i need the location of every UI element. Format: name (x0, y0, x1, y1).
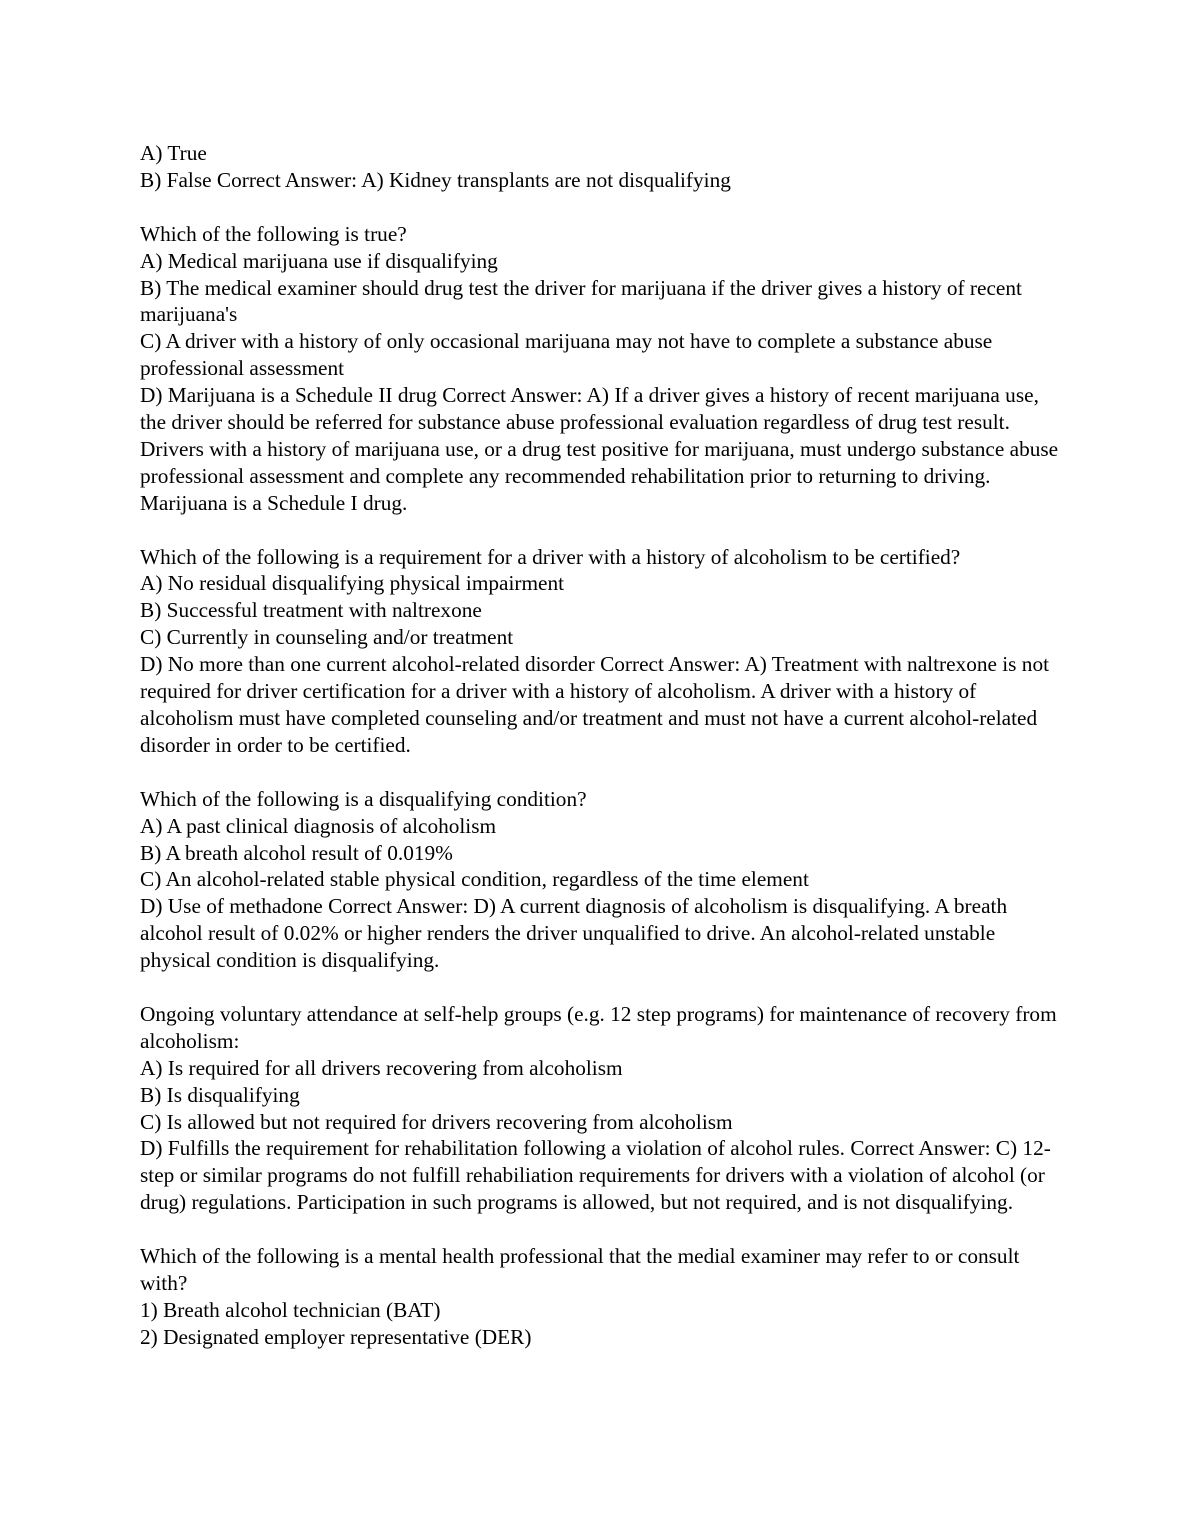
answer-option: C) Is allowed but not required for drivers recovering from alcoholism (140, 1109, 733, 1134)
answer-option: B) A breath alcohol result of 0.019% (140, 840, 453, 865)
question-block (140, 786, 1060, 974)
answer-option: D) Marijuana is a Schedule II drug Correct Answer: A) If a driver gives a history of recent marijuana use, the driver should be referred for substance abuse professional evaluation regardless of drug test result. Drivers with a history of marijuana use, or a drug test positive for marijuana, must undergo substance abuse professional assessment and complete any recommended rehabilitation prior to returning to driving. Marijuana is a Schedule I drug. (140, 383, 1059, 515)
question-text: Ongoing voluntary attendance at self-help groups (e.g. 12 step programs) for maintenance of recovery from alcoholism: (140, 1001, 1057, 1053)
question-block (140, 140, 1060, 194)
answer-option: A) Is required for all drivers recovering from alcoholism (140, 1055, 623, 1080)
answer-option: A) Medical marijuana use if disqualifying (140, 248, 498, 273)
answer-option: B) False Correct Answer: A) Kidney transplants are not disqualifying (140, 167, 731, 192)
answer-option: D) Use of methadone Correct Answer: D) A current diagnosis of alcoholism is disqualifying. A breath alcohol result of 0.02% or higher renders the driver unqualified to drive. An alcohol-related unstable physical condition is disqualifying. (140, 894, 1008, 973)
question-block (140, 221, 1060, 517)
question-text: Which of the following is a disqualifying condition? (140, 786, 587, 811)
answer-option: C) An alcohol-related stable physical condition, regardless of the time element (140, 867, 809, 892)
answer-option: D) Fulfills the requirement for rehabilitation following a violation of alcohol rules. Correct Answer: C) 12-step or similar programs do not fulfill rehabiliation requirements for drivers with a violation of alcohol (or drug) regulations. Participation in such programs is allowed, but not required, and is not disqualifying. (140, 1136, 1051, 1215)
answer-option: A) A past clinical diagnosis of alcoholism (140, 813, 497, 838)
answer-option: C) A driver with a history of only occasional marijuana may not have to complete a substance abuse professional assessment (140, 329, 993, 381)
question-block (140, 544, 1060, 759)
answer-option: A) True (140, 141, 207, 165)
answer-option: C) Currently in counseling and/or treatment (140, 625, 514, 650)
document-page (140, 140, 1060, 1378)
question-text: Which of the following is a requirement for a driver with a history of alcoholism to be certified? (140, 544, 961, 569)
answer-option: B) Is disqualifying (140, 1082, 300, 1107)
answer-option: B) Successful treatment with naltrexone (140, 598, 482, 623)
answer-option: A) No residual disqualifying physical impairment (140, 571, 565, 596)
question-text: Which of the following is a mental health professional that the medial examiner may refer to or consult with? (140, 1244, 1020, 1295)
answer-option: 1) Breath alcohol technician (BAT) (140, 1297, 441, 1322)
question-text: Which of the following is true? (140, 221, 407, 246)
answer-option: D) No more than one current alcohol-related disorder Correct Answer: A) Treatment with naltrexone is not required for driver certification for a driver with a history of alcoholism. A driver with a history of alcoholism must have completed counseling and/or treatment and must not have a current alcohol-related disorder in order to be certified. (140, 652, 1050, 757)
answer-option: 2) Designated employer representative (DER) (140, 1324, 532, 1349)
answer-option: B) The medical examiner should drug test the driver for marijuana if the driver gives a history of recent marijuana's (140, 275, 1022, 327)
question-block (140, 1243, 1060, 1351)
question-block (140, 1001, 1060, 1216)
